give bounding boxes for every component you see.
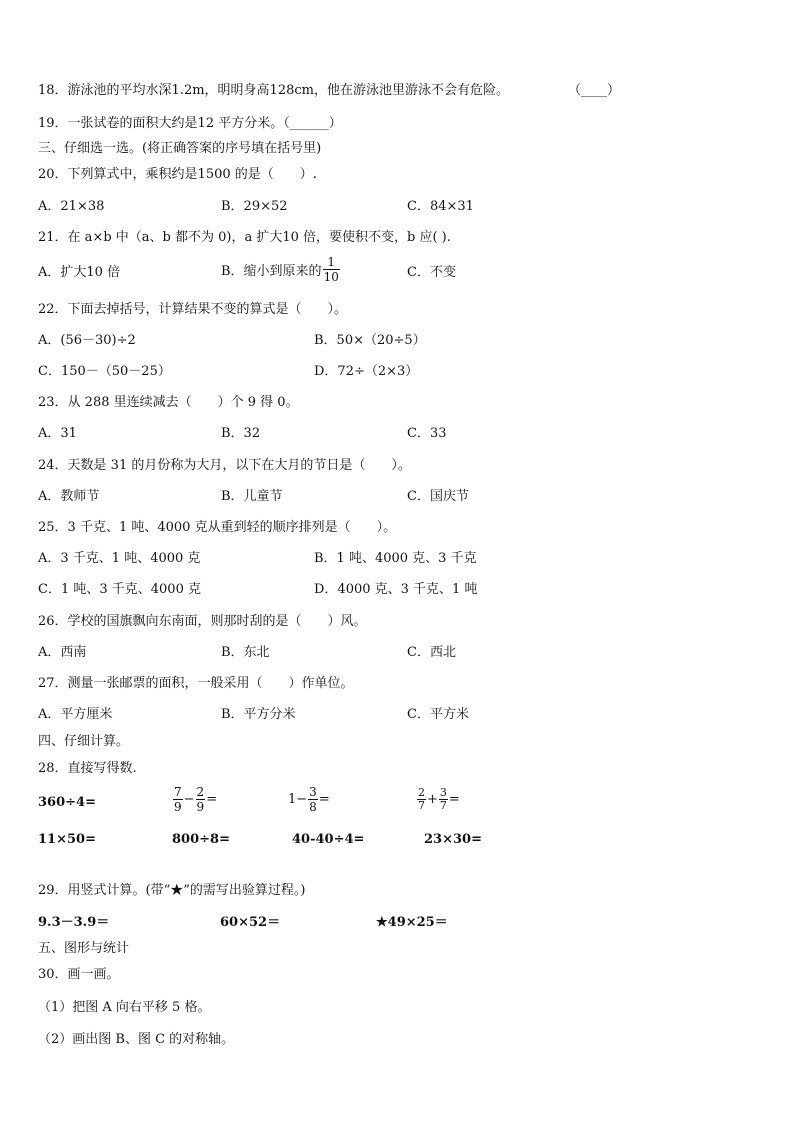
question-19 bbox=[38, 115, 342, 133]
question-20-text: 20．下列算式中，乘积约是1500 的是（ ）. bbox=[38, 167, 317, 182]
section-4-heading: 四、仔细计算。 bbox=[38, 734, 130, 749]
q29-expr-1: 9.3－3.9＝ bbox=[38, 915, 110, 930]
question-25-option-a[interactable]: A．3 千克、1 吨、4000 克 bbox=[38, 551, 201, 566]
question-26-option-a[interactable]: A．西南 bbox=[38, 645, 87, 660]
question-25-option-d[interactable]: D．4000 克、3 千克、1 吨 bbox=[314, 582, 478, 597]
fraction-denominator: 7 bbox=[418, 799, 425, 812]
question-19-text: 19．一张试卷的面积大约是12 平方分米。 bbox=[38, 116, 284, 131]
question-27-option-c[interactable]: C．平方米 bbox=[407, 707, 469, 722]
question-23-option-a[interactable]: A．31 bbox=[38, 426, 77, 441]
question-25-option-b[interactable]: B．1 吨、4000 克、3 千克 bbox=[314, 551, 477, 566]
question-22-option-d[interactable]: D．72÷（2×3） bbox=[314, 364, 419, 379]
question-18-answer-blank[interactable]: （____） bbox=[568, 83, 621, 98]
fraction-numerator: 2 bbox=[196, 785, 205, 799]
question-26-option-c[interactable]: C．西北 bbox=[407, 645, 456, 660]
fraction-one-tenth bbox=[323, 255, 340, 284]
question-24-option-c[interactable]: C．国庆节 bbox=[407, 489, 469, 504]
question-28-text: 28．直接写得数. bbox=[38, 761, 137, 776]
question-20-option-b[interactable]: B．29×52 bbox=[221, 199, 288, 214]
question-23-option-c[interactable]: C．33 bbox=[407, 426, 447, 441]
fraction-numerator: 2 bbox=[418, 786, 425, 799]
q28-row2-expr-4: 23×30= bbox=[424, 832, 482, 847]
fraction-denominator: 9 bbox=[174, 800, 182, 814]
fraction-denominator: 10 bbox=[323, 270, 339, 284]
q28-row2-expr-3: 40-40÷4= bbox=[292, 832, 365, 847]
question-20-option-c[interactable]: C．84×31 bbox=[407, 199, 474, 214]
q28-row2-expr-2: 800÷8= bbox=[172, 832, 230, 847]
question-21-text: 21．在 a×b 中（a、b 都不为 0)，a 扩大10 倍，要使积不变，b 应( ). bbox=[38, 230, 451, 245]
fraction-denominator: 9 bbox=[196, 800, 205, 814]
fraction-numerator: 3 bbox=[439, 786, 447, 799]
operator: − bbox=[183, 792, 195, 807]
question-21-option-b-label: B．缩小到原来的 bbox=[221, 264, 322, 279]
expr-prefix: 1− bbox=[288, 792, 308, 807]
question-24-option-b[interactable]: B．儿童节 bbox=[221, 489, 283, 504]
question-19-answer-blank[interactable]: （______） bbox=[283, 116, 342, 131]
question-22-option-c[interactable]: C．150－（50－25） bbox=[38, 364, 171, 379]
equals-sign: = bbox=[206, 792, 218, 807]
question-30-text: 30．画一画。 bbox=[38, 967, 120, 982]
fraction bbox=[308, 785, 318, 814]
question-25-text: 25．3 千克、1 吨、4000 克从重到轻的顺序排列是（ ）。 bbox=[38, 520, 397, 535]
fraction bbox=[196, 785, 206, 814]
question-21-option-a[interactable]: A．扩大10 倍 bbox=[38, 265, 121, 280]
question-23-text: 23．从 288 里连续减去（ ）个 9 得 0。 bbox=[38, 395, 299, 410]
question-23-option-b[interactable]: B．32 bbox=[221, 426, 261, 441]
fraction-denominator: 8 bbox=[309, 800, 317, 814]
fraction-numerator: 3 bbox=[309, 785, 317, 799]
question-21-option-b[interactable] bbox=[221, 255, 341, 284]
question-29-text: 29．用竖式计算。(带“★”的需写出验算过程。) bbox=[38, 883, 306, 898]
fraction-numerator: 1 bbox=[327, 255, 336, 269]
question-22-option-b[interactable]: B．50×（20÷5） bbox=[314, 333, 426, 348]
question-27-option-a[interactable]: A．平方厘米 bbox=[38, 707, 113, 722]
q29-expr-2: 60×52＝ bbox=[220, 915, 281, 930]
question-18-text: 18．游泳池的平均水深1.2m，明明身高128cm，他在游泳池里游泳不会有危险。 bbox=[38, 83, 509, 98]
question-30-sub-2: （2）画出图 B、图 C 的对称轴。 bbox=[38, 1032, 235, 1047]
question-30-sub-1: （1）把图 A 向右平移 5 格。 bbox=[38, 1000, 211, 1015]
question-22-option-a[interactable]: A．(56－30)÷2 bbox=[38, 333, 136, 348]
q28-row2-expr-1: 11×50= bbox=[38, 832, 96, 847]
q28-expr-4 bbox=[416, 787, 460, 812]
question-26-text: 26．学校的国旗飘向东南面，则那时刮的是（ ）风。 bbox=[38, 614, 367, 629]
question-20-option-a[interactable]: A．21×38 bbox=[38, 199, 105, 214]
fraction bbox=[173, 785, 183, 814]
q28-expr-3 bbox=[288, 785, 330, 814]
question-25-option-c[interactable]: C．1 吨、3 千克、4000 克 bbox=[38, 582, 201, 597]
question-27-option-b[interactable]: B．平方分米 bbox=[221, 707, 296, 722]
equals-sign: = bbox=[318, 792, 330, 807]
question-22-text: 22．下面去掉括号，计算结果不变的算式是（ ）。 bbox=[38, 302, 348, 317]
q29-expr-3: ★49×25＝ bbox=[376, 915, 448, 930]
fraction-denominator: 7 bbox=[439, 799, 447, 812]
question-24-option-a[interactable]: A．教师节 bbox=[38, 489, 100, 504]
question-24-text: 24．天数是 31 的月份称为大月，以下在大月的节日是（ ）。 bbox=[38, 458, 411, 473]
equals-sign: = bbox=[448, 792, 460, 807]
question-18 bbox=[38, 82, 509, 100]
operator: + bbox=[427, 792, 438, 807]
section-3-heading: 三、仔细选一选。(将正确答案的序号填在括号里) bbox=[38, 141, 322, 156]
section-5-heading: 五、图形与统计 bbox=[38, 941, 130, 956]
q28-expr-2 bbox=[172, 785, 217, 814]
q28-expr-1: 360÷4= bbox=[38, 795, 96, 810]
question-26-option-b[interactable]: B．东北 bbox=[221, 645, 270, 660]
question-21-option-c[interactable]: C．不变 bbox=[407, 265, 456, 280]
question-27-text: 27．测量一张邮票的面积，一般采用（ ）作单位。 bbox=[38, 676, 354, 691]
fraction-numerator: 7 bbox=[174, 785, 182, 799]
fraction bbox=[417, 787, 426, 812]
fraction bbox=[439, 787, 448, 812]
